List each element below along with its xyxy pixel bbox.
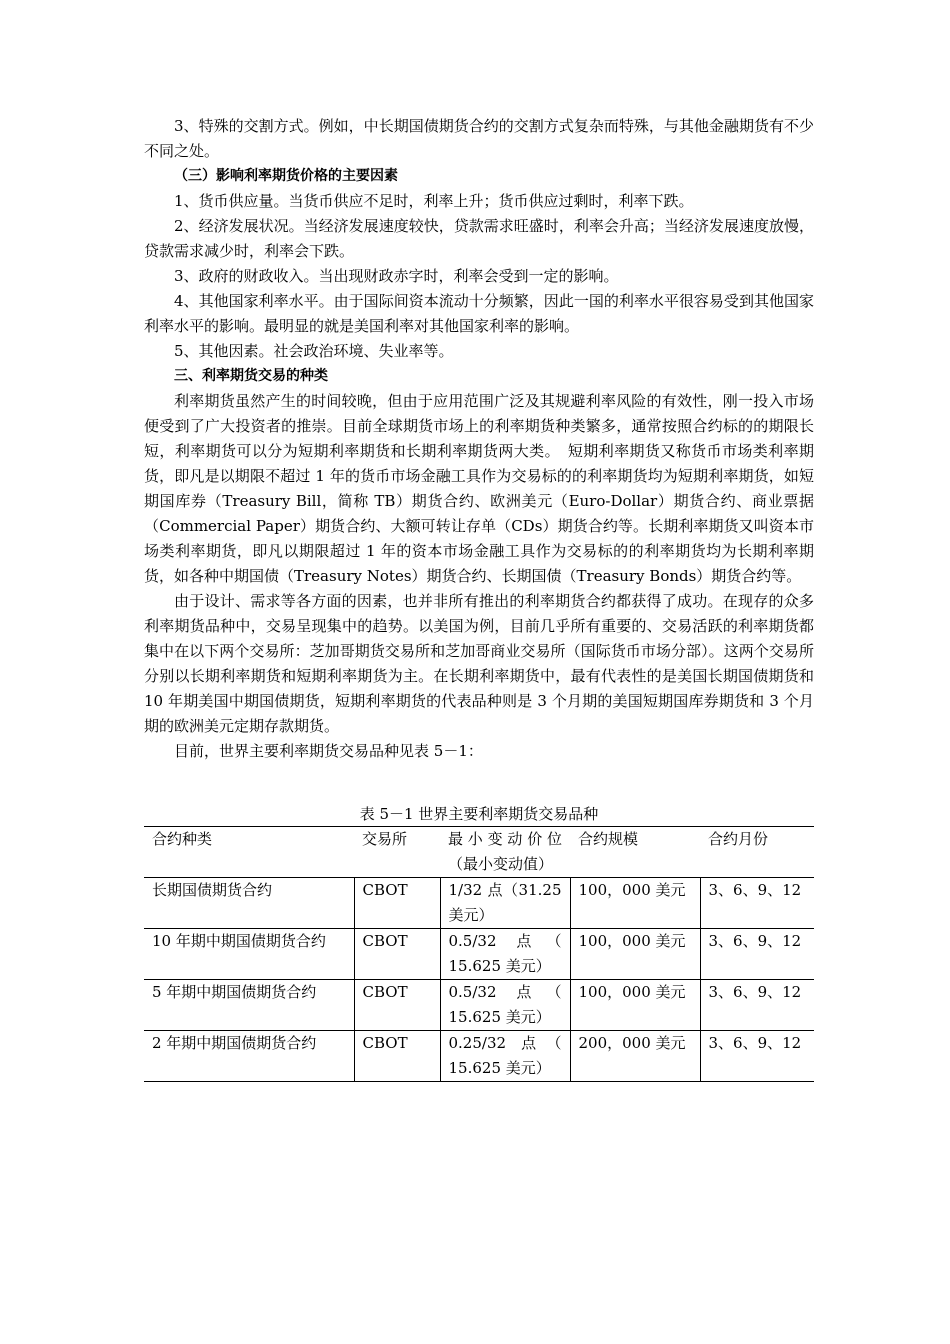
header-months: 合约月份 bbox=[708, 830, 769, 848]
cell-months: 3、6、9、12 bbox=[700, 980, 814, 1031]
section-heading-factors: （三）影响利率期货价格的主要因素 bbox=[174, 168, 398, 184]
cell-contract: 2 年期中期国债期货合约 bbox=[144, 1031, 354, 1082]
cell-size: 100，000 美元 bbox=[570, 878, 700, 929]
table-caption: 表 5－1 世界主要利率期货交易品种 bbox=[359, 805, 599, 823]
table-row bbox=[144, 878, 814, 929]
cell-size: 200，000 美元 bbox=[570, 1031, 700, 1082]
cell-exchange: CBOT bbox=[354, 878, 440, 929]
cell-months: 3、6、9、12 bbox=[700, 929, 814, 980]
header-tick: 最小变动价位（最小变动值） bbox=[448, 830, 562, 873]
paragraph-other-factors: 5、其他因素。社会政治环境、失业率等。 bbox=[174, 342, 454, 360]
table-header-row bbox=[144, 827, 814, 878]
cell-months: 3、6、9、12 bbox=[700, 1031, 814, 1082]
header-contract: 合约种类 bbox=[152, 830, 213, 848]
cell-size: 100，000 美元 bbox=[570, 980, 700, 1031]
cell-contract: 5 年期中期国债期货合约 bbox=[144, 980, 354, 1031]
paragraph-foreign-rates: 4、其他国家利率水平。由于国际间资本流动十分频繁，因此一国的利率水平很容易受到其他国家利率水平的影响。最明显的就是美国利率对其他国家利率的影响。 bbox=[144, 292, 814, 335]
cell-exchange: CBOT bbox=[354, 980, 440, 1031]
table-row bbox=[144, 1031, 814, 1082]
cell-tick: 0.25/32 点（ 15.625 美元） bbox=[440, 1031, 570, 1082]
cell-size: 100，000 美元 bbox=[570, 929, 700, 980]
paragraph-table-intro: 目前，世界主要利率期货交易品种见表 5－1： bbox=[174, 742, 483, 760]
cell-months: 3、6、9、12 bbox=[700, 878, 814, 929]
paragraph-economy: 2、经济发展状况。当经济发展速度较快，贷款需求旺盛时，利率会升高；当经济发展速度放慢，贷款需求减少时，利率会下跌。 bbox=[144, 217, 814, 260]
section-heading-types: 三、利率期货交易的种类 bbox=[174, 368, 328, 384]
paragraph-money-supply: 1、货币供应量。当货币供应不足时，利率上升；货币供应过剩时，利率下跌。 bbox=[174, 192, 694, 210]
cell-tick: 1/32 点（31.25 美元） bbox=[440, 878, 570, 929]
header-size: 合约规模 bbox=[578, 830, 639, 848]
cell-contract: 长期国债期货合约 bbox=[144, 878, 354, 929]
cell-tick: 0.5/32 点（ 15.625 美元） bbox=[440, 980, 570, 1031]
futures-table bbox=[144, 826, 814, 1082]
paragraph-fiscal: 3、政府的财政收入。当出现财政赤字时，利率会受到一定的影响。 bbox=[174, 267, 619, 285]
paragraph-types: 利率期货虽然产生的时间较晚，但由于应用范围广泛及其规避利率风险的有效性，刚一投入市场便受到了广大投资者的推崇。目前全球期货市场上的利率期货种类繁多，通常按照合约标的的期限长短，利率期货可以分为短期利率期货和长期利率期货两大类。 短期利率期货又称货币市场类利率期货，即凡是以期限不超过 1 年的货币市场金融工具作为交易标的的利率期货均为短期利率期货，如短期国库券（Treasury Bill，简称 TB）期货合约、欧洲美元（Euro-Dollar）期货合约、商业票据（Commercial Paper）期货合约、大额可转让存单（CDs）期货合约等。长期利率期货又叫资本市场类利率期货，即凡以期限超过 1 年的资本市场金融工具作为交易标的的利率期货均为长期利率期货，如各种中期国债（Treasury Notes）期货合约、长期国债（Treasury Bonds）期货合约等。 bbox=[144, 392, 814, 585]
paragraph-exchanges: 由于设计、需求等各方面的因素，也并非所有推出的利率期货合约都获得了成功。在现存的众多利率期货品种中，交易呈现集中的趋势。以美国为例，目前几乎所有重要的、交易活跃的利率期货都集中在以下两个交易所：芝加哥期货交易所和芝加哥商业交易所（国际货币市场分部）。这两个交易所分别以长期利率期货和短期利率期货为主。在长期利率期货中，最有代表性的是美国长期国债期货和 10 年期美国中期国债期货，短期利率期货的代表品种则是 3 个月期的美国短期国库券期货和 3 个月期的欧洲美元定期存款期货。 bbox=[144, 592, 814, 735]
cell-contract: 10 年期中期国债期货合约 bbox=[144, 929, 354, 980]
document-page bbox=[144, 114, 814, 1082]
cell-exchange: CBOT bbox=[354, 929, 440, 980]
cell-exchange: CBOT bbox=[354, 1031, 440, 1082]
table-row bbox=[144, 980, 814, 1031]
cell-tick: 0.5/32 点（ 15.625 美元） bbox=[440, 929, 570, 980]
paragraph-delivery: 3、特殊的交割方式。例如，中长期国债期货合约的交割方式复杂而特殊，与其他金融期货有不少不同之处。 bbox=[144, 117, 814, 160]
table-row bbox=[144, 929, 814, 980]
header-exchange: 交易所 bbox=[362, 830, 408, 848]
